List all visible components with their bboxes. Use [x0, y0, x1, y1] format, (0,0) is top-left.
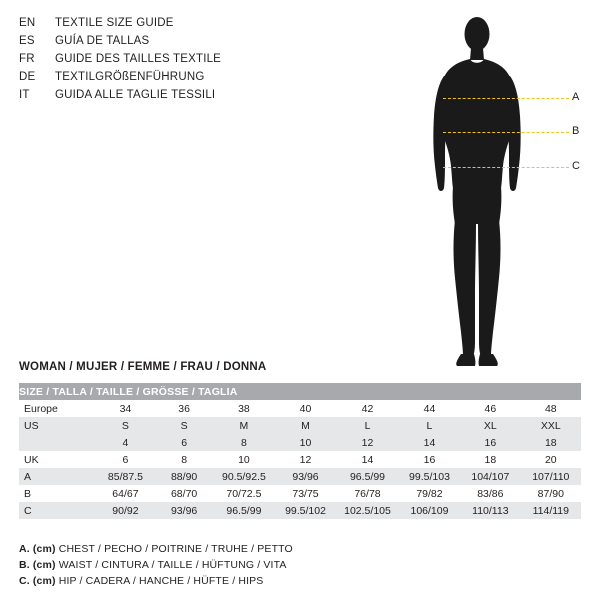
legend-key: C. (cm) [19, 575, 56, 587]
legend-text: WAIST / CINTURA / TAILLE / HÜFTUNG / VITA [58, 559, 287, 571]
language-text: GUIDE DES TAILLES TEXTILE [55, 53, 222, 65]
cell: 6 [181, 436, 188, 449]
table-row [19, 400, 581, 417]
cell: 102.5/105 [344, 504, 391, 517]
cell: 48 [544, 402, 557, 415]
cell: 10 [299, 436, 312, 449]
language-text: GUÍA DE TALLAS [55, 35, 150, 47]
language-code: IT [19, 89, 30, 101]
legend-item [19, 541, 293, 557]
cell: 99.5/102 [285, 504, 326, 517]
legend-text: HIP / CADERA / HANCHE / HÜFTE / HIPS [58, 575, 264, 587]
cell: 96.5/99 [226, 504, 262, 517]
table-row [19, 468, 581, 485]
cell: 110/113 [472, 504, 509, 517]
cell: 38 [238, 402, 250, 415]
cell: 34 [119, 402, 132, 415]
cell: S [180, 419, 188, 432]
cell: S [121, 419, 129, 432]
cell: 99.5/103 [409, 470, 450, 483]
cell: 87/90 [537, 487, 564, 500]
table-header-label: SIZE / TALLA / TAILLE / GRÖSSE / TAGLIA [19, 385, 238, 398]
cell: 20 [544, 453, 557, 466]
row-label: UK [24, 453, 39, 466]
cell: 114/119 [532, 504, 569, 517]
body-silhouette-icon [395, 10, 595, 370]
cell: 70/72.5 [226, 487, 262, 500]
cell: M [301, 419, 310, 432]
table-caption: WOMAN / MUJER / FEMME / FRAU / DONNA [19, 361, 267, 373]
cell: 90.5/92.5 [222, 470, 266, 483]
language-row [19, 50, 319, 68]
language-header [19, 14, 319, 104]
size-table [19, 383, 581, 519]
cell: L [364, 419, 371, 432]
cell: 73/75 [292, 487, 319, 500]
measure-line-b [443, 132, 569, 133]
language-row [19, 68, 319, 86]
language-text: GUIDA ALLE TAGLIE TESSILI [55, 89, 216, 101]
legend-key: B. (cm) [19, 559, 56, 571]
cell: 18 [484, 453, 497, 466]
cell: 104/107 [471, 470, 510, 483]
cell: 79/82 [416, 487, 443, 500]
cell: 36 [178, 402, 190, 415]
cell: 85/87.5 [107, 470, 143, 483]
cell: 12 [361, 436, 374, 449]
row-label: US [24, 419, 39, 432]
language-code: DE [19, 71, 36, 83]
cell: XL [483, 419, 497, 432]
measure-label-a: A [572, 91, 580, 103]
row-label: Europe [24, 402, 58, 415]
cell: 44 [423, 402, 436, 415]
cell: 106/109 [410, 504, 449, 517]
cell: 107/110 [532, 470, 570, 483]
cell: L [426, 419, 433, 432]
cell: 68/70 [170, 487, 198, 500]
cell: 64/67 [112, 487, 139, 500]
language-row [19, 86, 319, 104]
measure-label-b: B [572, 125, 580, 137]
language-code: EN [19, 17, 36, 29]
row-label: A [24, 470, 32, 483]
cell: 93/96 [170, 504, 198, 517]
language-text: TEXTILGRÖßENFÜHRUNG [55, 71, 205, 83]
cell: 96.5/99 [349, 470, 386, 483]
language-row [19, 14, 319, 32]
cell: 76/78 [354, 487, 381, 500]
row-label [19, 434, 96, 451]
legend-key: A. (cm) [19, 543, 56, 555]
cell: 10 [238, 453, 250, 466]
row-label: B [24, 487, 32, 500]
legend-item [19, 557, 293, 573]
cell: 14 [423, 436, 436, 449]
language-text: TEXTILE SIZE GUIDE [55, 17, 174, 29]
measurement-legend [19, 541, 293, 589]
cell: 42 [361, 402, 374, 415]
legend-item [19, 573, 293, 589]
table-header-row [19, 383, 581, 400]
table-row [19, 485, 581, 502]
language-code: ES [19, 35, 35, 47]
cell: 46 [484, 402, 497, 415]
language-code: FR [19, 53, 35, 65]
cell: 14 [361, 453, 374, 466]
cell: 8 [240, 436, 247, 449]
row-label: C [24, 504, 32, 517]
table-row [19, 417, 581, 434]
measure-line-c [443, 167, 569, 168]
cell: 83/86 [477, 487, 504, 500]
cell: 40 [299, 402, 312, 415]
cell: 93/96 [292, 470, 319, 483]
cell: 12 [299, 453, 312, 466]
cell: M [239, 419, 249, 432]
measure-label-c: C [572, 160, 580, 172]
cell: 6 [122, 453, 129, 466]
cell: XXL [540, 419, 561, 432]
cell: 4 [122, 436, 129, 449]
cell: 90/92 [112, 504, 139, 517]
legend-text: CHEST / PECHO / POITRINE / TRUHE / PETTO [58, 543, 293, 555]
table-row [19, 502, 581, 519]
table-row [19, 434, 581, 451]
cell: 16 [484, 436, 497, 449]
table-row [19, 451, 581, 468]
cell: 88/90 [170, 470, 198, 483]
measure-line-a [443, 98, 569, 99]
language-row [19, 32, 319, 50]
female-silhouette-figure [395, 10, 595, 370]
cell: 16 [423, 453, 436, 466]
cell: 8 [181, 453, 188, 466]
cell: 18 [544, 436, 557, 449]
